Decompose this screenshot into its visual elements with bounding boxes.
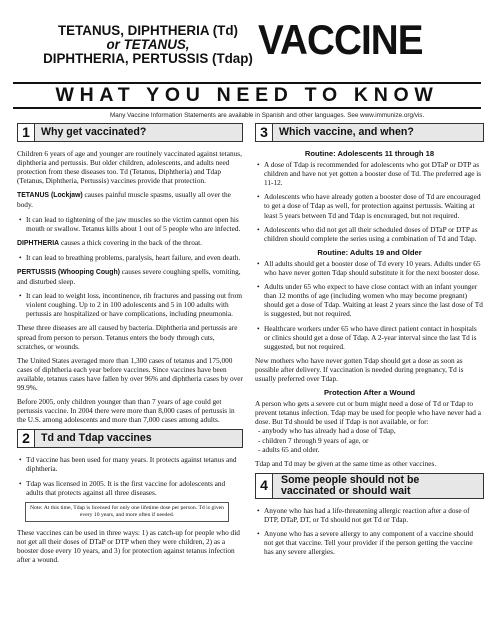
list-item: - adults 65 and older. [258, 444, 320, 454]
right-column [255, 121, 484, 561]
list-item: - anybody who has already had a dose of Tdap, [258, 426, 396, 436]
section-title: Td and Tdap vaccines [41, 432, 152, 445]
paragraph: The United States averaged more than 1,300 cases of tetanus and 175,000 cases of diphtheria each year before vaccines. Since vaccines have been available, tetanus cases have fallen by over 96% and diphtheria cases by over 99.9%. [17, 355, 243, 392]
bullet-item: • A dose of Tdap is recommended for adolescents who got DTaP or DTP as children and have not yet gotten a booster dose of Td. The preferred age is 11-12. [255, 160, 484, 187]
title-line-1: TETANUS, DIPHTHERIA (Td) [57, 23, 238, 38]
section-title [273, 474, 419, 498]
bullet-item: • It can lead to breathing problems, paralysis, heart failure, and even death. [17, 253, 243, 262]
what-you-need-to-know-banner: WHAT YOU NEED TO KNOW [13, 82, 481, 109]
bullet-item: • It can lead to weight loss, incontinence, rib fractures and passing out from violent coughing. Up to 2 in 100 adolescents and 5 in 100 adults with pertussis are hospitalized or have complications, including pneumonia. [17, 291, 243, 318]
paragraph: Tdap and Td may be given at the same time as other vaccines. [255, 458, 437, 468]
paragraph: A person who gets a severe cut or burn might need a dose of Td or Tdap to prevent tetanus infection. Tdap may be used for people who have never had a dose. But Td should be used if Tdap is not available, or for: [255, 399, 481, 427]
section-1-header [17, 123, 243, 142]
bullet-item: • Healthcare workers under 65 who have direct patient contact in hospitals or clinics should get a dose of Tdap. A 2-year interval since the last Td is suggested, but not required. [255, 324, 484, 351]
disease-label: PERTUSSIS (Whooping Cough) [17, 268, 120, 276]
section-title: Which vaccine, and when? [279, 126, 414, 138]
paragraph [17, 238, 243, 248]
paragraph: Before 2005, only children younger than than 7 years of age could get pertussis vaccine. In 2004 there were more than 8,000 cases of pertussis in the U.S. among adolescents and more than 7,000 cases among adults. [17, 397, 235, 425]
disease-text: causes a thick covering in the back of the throat. [59, 237, 202, 247]
bullet-item: • All adults should get a booster dose of Td every 10 years. Adults under 65 who have never gotten Tdap should substitute it for the next booster dose. [255, 259, 484, 277]
bullet-item: • Adults under 65 who expect to have close contact with an infant younger than 12 months of age (including women who may become pregnant) should get a dose of Tdap. Waiting at least 2 years since the last dose of Td is suggested, but not required. [255, 282, 484, 318]
bullet-item: • Anyone who has had a life-threatening allergic reaction after a dose of DTP, DTaP, DT, or Td should not get Td or Tdap. [255, 506, 484, 524]
document-title [33, 24, 263, 66]
note-box: Note: At this time, Tdap is licensed for only one lifetime dose per person. Td is given every 10 years, and more often if needed. [25, 502, 229, 522]
section-number: 4 [256, 474, 273, 498]
bullet-item: • Adolescents who did not get all their scheduled doses of DTaP or DTP as children should complete the series using a combination of Td and Tdap. [255, 225, 484, 243]
section-number: 2 [18, 430, 35, 447]
subheading: Routine: Adolescents 11 through 18 [304, 149, 435, 158]
section-title: Why get vaccinated? [41, 126, 147, 138]
bullet-item: • Tdap was licensed in 2005. It is the first vaccine for adolescents and adults that protects against all three diseases. [17, 479, 243, 497]
vaccine-heading: VACCINE [258, 16, 423, 63]
disease-label: DIPHTHERIA [17, 239, 60, 247]
bullet-item: • Adolescents who have already gotten a booster dose of Td are encouraged to get a dose of Tdap as well, for protection against pertussis. Waiting at least 5 years between Td and Tdap is encouraged, but not required. [255, 192, 484, 219]
subheading: Routine: Adults 19 and Older [317, 247, 422, 257]
paragraph: New mothers who have never gotten Tdap should get a dose as soon as possible after delivery. If vaccination is needed during pregnancy, Td is usually preferred over Tdap. [255, 355, 464, 383]
bullet-item: • Td vaccine has been used for many years. It protects against tetanus and diphtheria. [17, 455, 243, 473]
paragraph [17, 190, 243, 209]
section-title-line: vaccinated or should wait [281, 484, 411, 497]
subheading: Protection After a Wound [323, 388, 416, 398]
title-line-2: or TETANUS, [106, 37, 190, 52]
left-column [17, 121, 243, 569]
section-2-header [17, 429, 243, 448]
section-4-header [255, 473, 484, 499]
list-item: - children 7 through 9 years of age, or [258, 435, 369, 445]
section-3-header [255, 123, 484, 142]
section-number: 3 [256, 124, 273, 141]
bullet-item: • It can lead to tightening of the jaw muscles so the victim cannot open his mouth or swallow. Tetanus kills about 1 out of 5 people who are infected. [17, 215, 243, 233]
paragraph [17, 267, 243, 286]
languages-note: Many Vaccine Information Statements are available in Spanish and other languages. See www.immunize.org/vis. [110, 112, 425, 119]
paragraph: Children 6 years of age and younger are routinely vaccinated against tetanus, diphtheria and pertussis. But older children, adolescents, and adults need protection from these diseases too. Td (Tetanus, Diphtheria) and Tdap (Tetanus, Diphtheria, Pertussis) vaccines provide that protection. [17, 149, 242, 186]
bullet-item: • Anyone who has a severe allergy to any component of a vaccine should not get that vaccine. Tell your provider if the person getting the vaccine has any severe allergies. [255, 529, 484, 556]
disease-text: causes severe coughing spells, vomiting, and disturbed sleep. [17, 266, 241, 287]
section-number: 1 [18, 124, 35, 141]
disease-label: TETANUS (Lockjaw) [17, 192, 83, 200]
paragraph: These three diseases are all caused by bacteria. Diphtheria and pertussis are spread from person to person. Tetanus enters the body through cuts, scratches, or wounds. [17, 323, 238, 351]
title-line-3: DIPHTHERIA, PERTUSSIS (Tdap) [43, 51, 253, 66]
disease-text: causes painful muscle spasms, usually all over the body. [17, 190, 231, 210]
paragraph: These vaccines can be used in three ways: 1) as catch-up for people who did not get all their doses of DTaP or DTP when they were children, 2) as a booster dose every 10 years, and 3) for protection against tetanus infection after a wound. [17, 527, 240, 564]
section-title-line: Some people should not be [281, 473, 420, 486]
